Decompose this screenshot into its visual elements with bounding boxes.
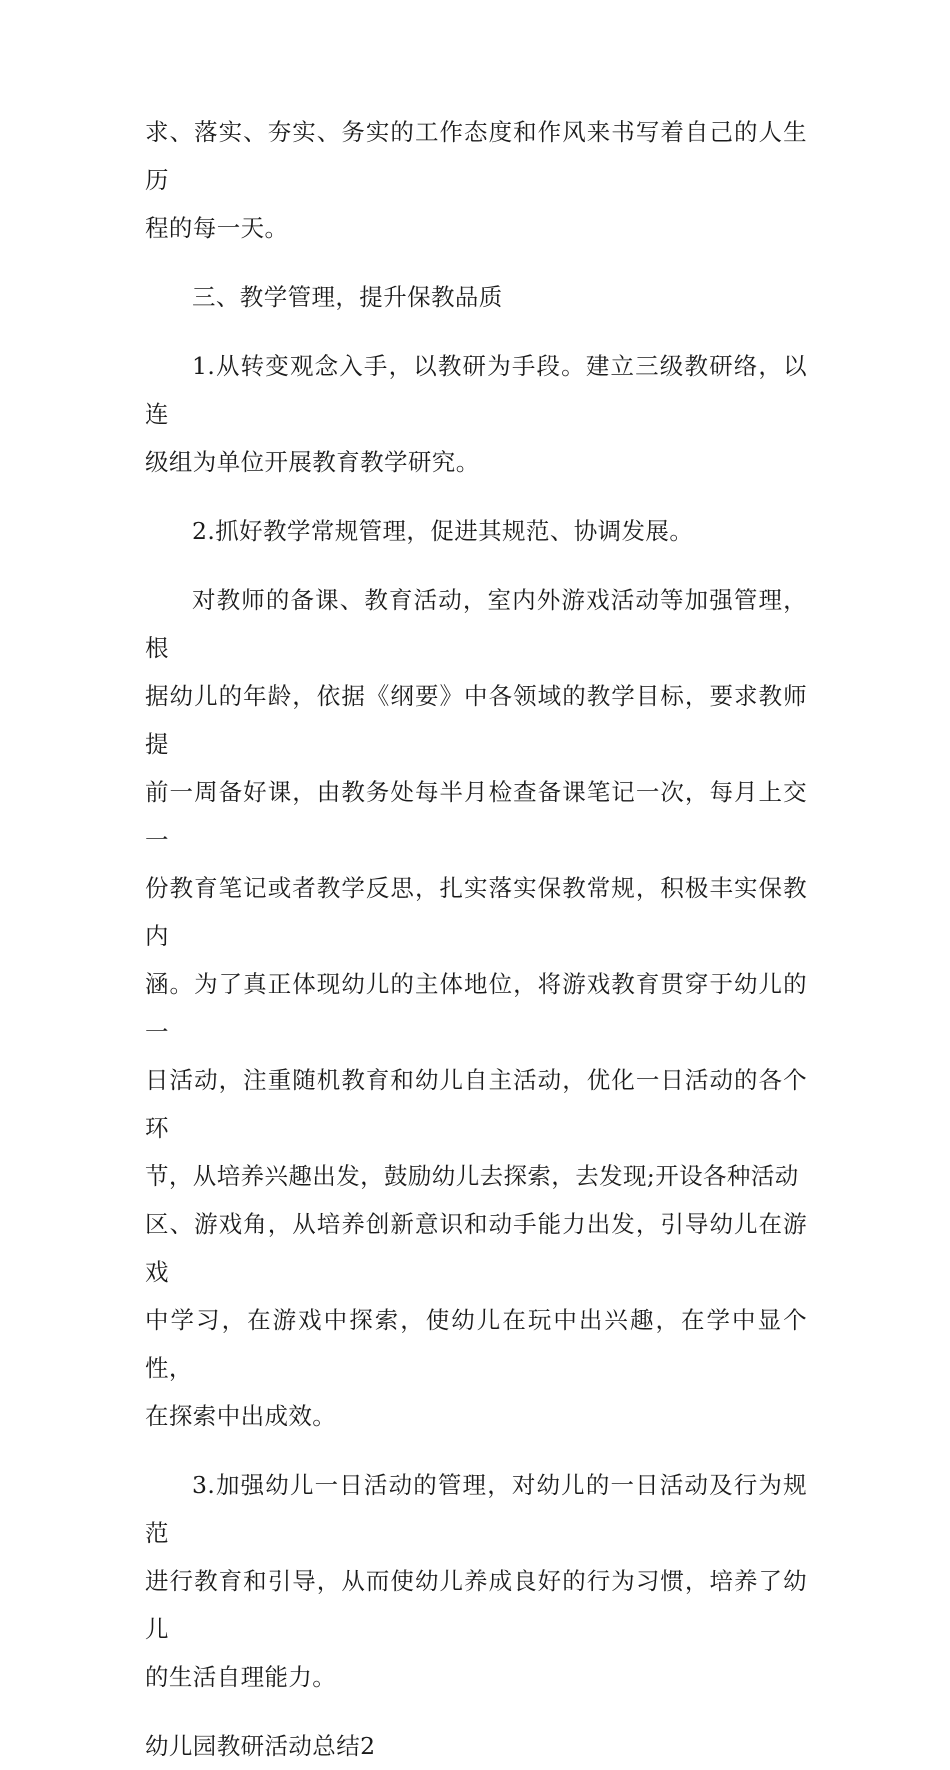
continuation-paragraph: 求、落实、夯实、务实的工作态度和作风来书写着自己的人生历 程的每一天。 [145,118,807,242]
body-paragraph: 对教师的备课、教育活动，室内外游戏活动等加强管理，根 据幼儿的年龄，依据《纲要》中各领域的教学目标，要求教师提 前一周备好课，由教务处每半月检查备课笔记一次，每月上交一 份教育笔记或者教学反思，扎实落实保教常规，积极丰实保教内 涵。为了真正体现幼儿的主体地位，将游戏教育贯穿于幼儿的一 日活动，注重随机教育和幼儿自主活动，优化一日活动的各个环 节，从培养兴趣出发，鼓励幼儿去探索，去发现;开设各种活动 区、游戏角，从培养创新意识和动手能力出发，引导幼儿在游戏 中学习，在游戏中探索，使幼儿在玩中出兴趣，在学中显个性， 在探索中出成效。 [145,586,807,1430]
list-item-3: 3.加强幼儿一日活动的管理，对幼儿的一日活动及行为规范 进行教育和引导，从而使幼儿养成良好的行为习惯，培养了幼儿 的生活自理能力。 [145,1471,807,1691]
section-heading-three: 三、教学管理，提升保教品质 [192,283,503,311]
section-title: 幼儿园教研活动总结2 [145,1732,376,1760]
list-item-2: 2.抓好教学常规管理，促进其规范、协调发展。 [192,517,694,545]
list-item-1: 1.从转变观念入手，以教研为手段。建立三级教研络，以连 级组为单位开展教育教学研究。 [145,352,807,476]
document-page [145,108,807,1770]
